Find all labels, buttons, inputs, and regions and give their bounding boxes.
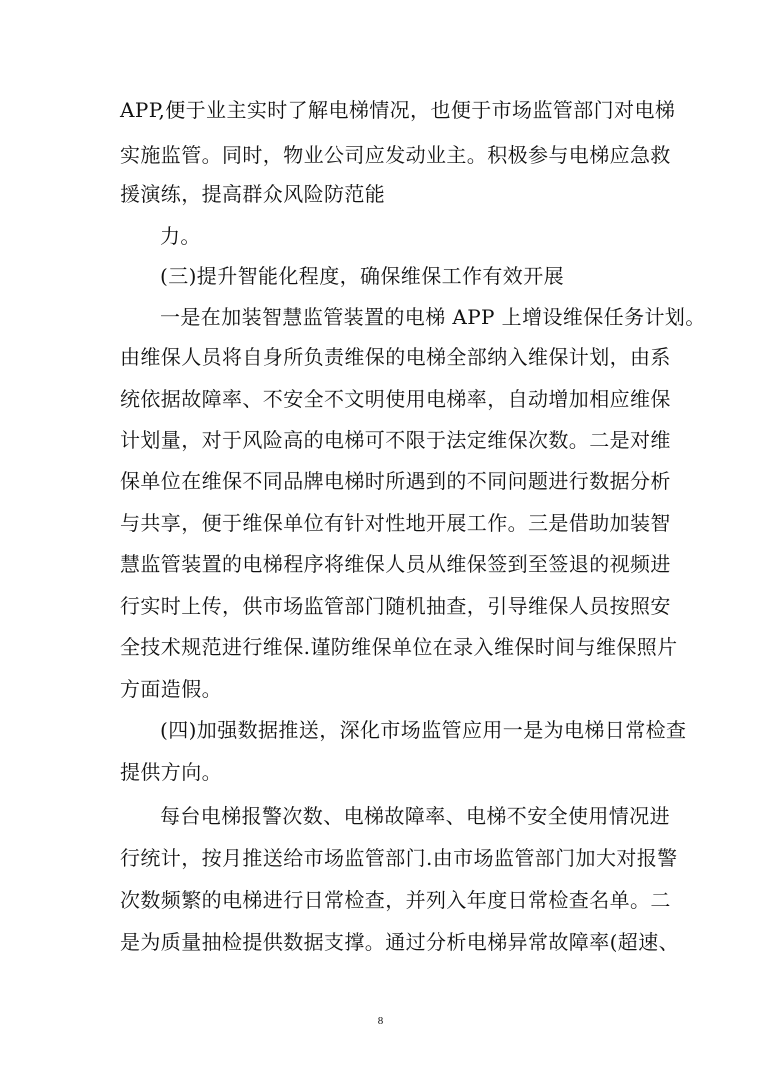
text-line: APP,便于业主实时了解电梯情况，也便于市场监管部门对电梯 — [120, 98, 676, 122]
text-line: 次数频繁的电梯进行日常检查，并列入年度日常检查名单。二 — [120, 888, 671, 912]
text-line: 慧监管装置的电梯程序将维保人员从维保签到至签退的视频进 — [120, 552, 671, 576]
section-heading: (四)加强数据推送，深化市场监管应用一是为电梯日常检查 — [160, 718, 687, 742]
text-line: 统依据故障率、不安全不文明使用电梯率，自动增加相应维保 — [120, 387, 671, 411]
text-line: 实施监管。同时，物业公司应发动业主。积极参与电梯应急救 — [120, 143, 671, 167]
text-line: 行实时上传，供市场监管部门随机抽查，引导维保人员按照安 — [120, 594, 671, 618]
text-line: 与共享，便于维保单位有针对性地开展工作。三是借助加装智 — [120, 511, 671, 535]
text-line: 方面造假。 — [120, 677, 222, 701]
text-line: 一是在加装智慧监管装置的电梯 APP 上增设维保任务计划。 — [160, 305, 706, 329]
text-line: 每台电梯报警次数、电梯故障率、电梯不安全使用情况进 — [160, 804, 670, 828]
text-line: 由维保人员将自身所负责维保的电梯全部纳入维保计划，由系 — [120, 345, 671, 369]
section-heading: (三)提升智能化程度，确保维保工作有效开展 — [160, 264, 565, 288]
text-line: 全技术规范进行维保.谨防维保单位在录入维保时间与维保照片 — [120, 635, 678, 659]
text-line: 援演练，提高群众风险防范能 — [120, 182, 386, 206]
text-line: 保单位在维保不同品牌电梯时所遇到的不同问题进行数据分析 — [120, 469, 671, 493]
text-line: 提供方向。 — [120, 760, 222, 784]
text-line: 计划量，对于风险高的电梯可不限于法定维保次数。二是对维 — [120, 428, 671, 452]
text-line: 是为质量抽检提供数据支撑。通过分析电梯异常故障率(超速、 — [120, 930, 680, 954]
text-line: 力。 — [160, 224, 201, 248]
text-line: 行统计，按月推送给市场监管部门.由市场监管部门加大对报警 — [120, 846, 678, 870]
page-number: 8 — [377, 1015, 384, 1027]
